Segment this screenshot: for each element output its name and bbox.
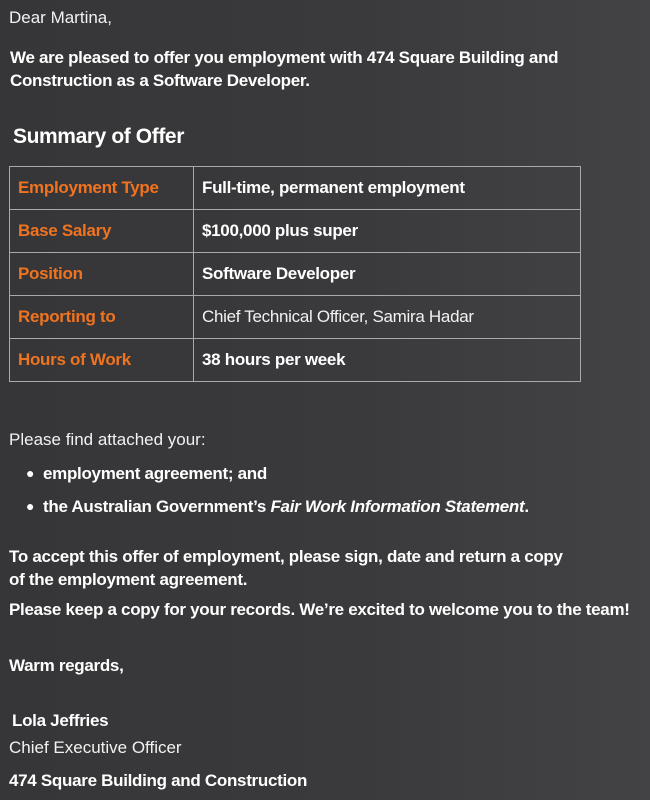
accept-line-1: To accept this offer of employment, please sign, date and return a copy <box>9 547 563 566</box>
row-value-hours-of-work: 38 hours per week <box>194 339 581 382</box>
intro-line-2: Construction as a Software Developer. <box>10 71 310 90</box>
row-label-base-salary: Base Salary <box>10 210 194 253</box>
bullet-dot-icon: ● <box>26 465 35 481</box>
intro-paragraph <box>10 46 558 92</box>
list-item <box>26 495 529 528</box>
row-value-position: Software Developer <box>194 253 581 296</box>
accept-instructions <box>9 545 563 591</box>
signer-title: Chief Executive Officer <box>9 738 182 757</box>
sign-off: Warm regards, <box>9 656 124 675</box>
table-row <box>10 167 581 210</box>
list-item <box>26 462 529 495</box>
attachment-employment-agreement: employment agreement; and <box>43 464 267 483</box>
attachment-suffix: . <box>524 497 529 516</box>
keep-copy-note: Please keep a copy for your records. We’re excited to welcome you to the team! <box>9 600 630 619</box>
row-value-base-salary: $100,000 plus super <box>194 210 581 253</box>
table-row <box>10 210 581 253</box>
table-row <box>10 339 581 382</box>
table-row <box>10 253 581 296</box>
attachment-text: the Australian Government’s <box>43 497 271 516</box>
greeting: Dear Martina, <box>9 8 112 27</box>
row-label-hours-of-work: Hours of Work <box>10 339 194 382</box>
offer-summary-table <box>9 166 581 382</box>
row-label-position: Position <box>10 253 194 296</box>
summary-title: Summary of Offer <box>13 125 184 148</box>
accept-line-2: of the employment agreement. <box>9 570 248 589</box>
row-value-employment-type: Full-time, permanent employment <box>194 167 581 210</box>
signer-name: Lola Jeffries <box>12 711 109 730</box>
row-label-employment-type: Employment Type <box>10 167 194 210</box>
attachments-intro: Please find attached your: <box>9 430 206 449</box>
company-name: 474 Square Building and Construction <box>9 771 308 790</box>
intro-line-1: We are pleased to offer you employment with 474 Square Building and <box>10 48 559 67</box>
row-value-reporting-to: Chief Technical Officer, Samira Hadar <box>194 296 581 339</box>
fair-work-statement-title: Fair Work Information Statement <box>270 497 525 516</box>
bullet-dot-icon: ● <box>26 498 35 514</box>
row-label-reporting-to: Reporting to <box>10 296 194 339</box>
attachment-fair-work-statement <box>43 495 529 518</box>
attachments-list <box>26 462 529 528</box>
table-row <box>10 296 581 339</box>
